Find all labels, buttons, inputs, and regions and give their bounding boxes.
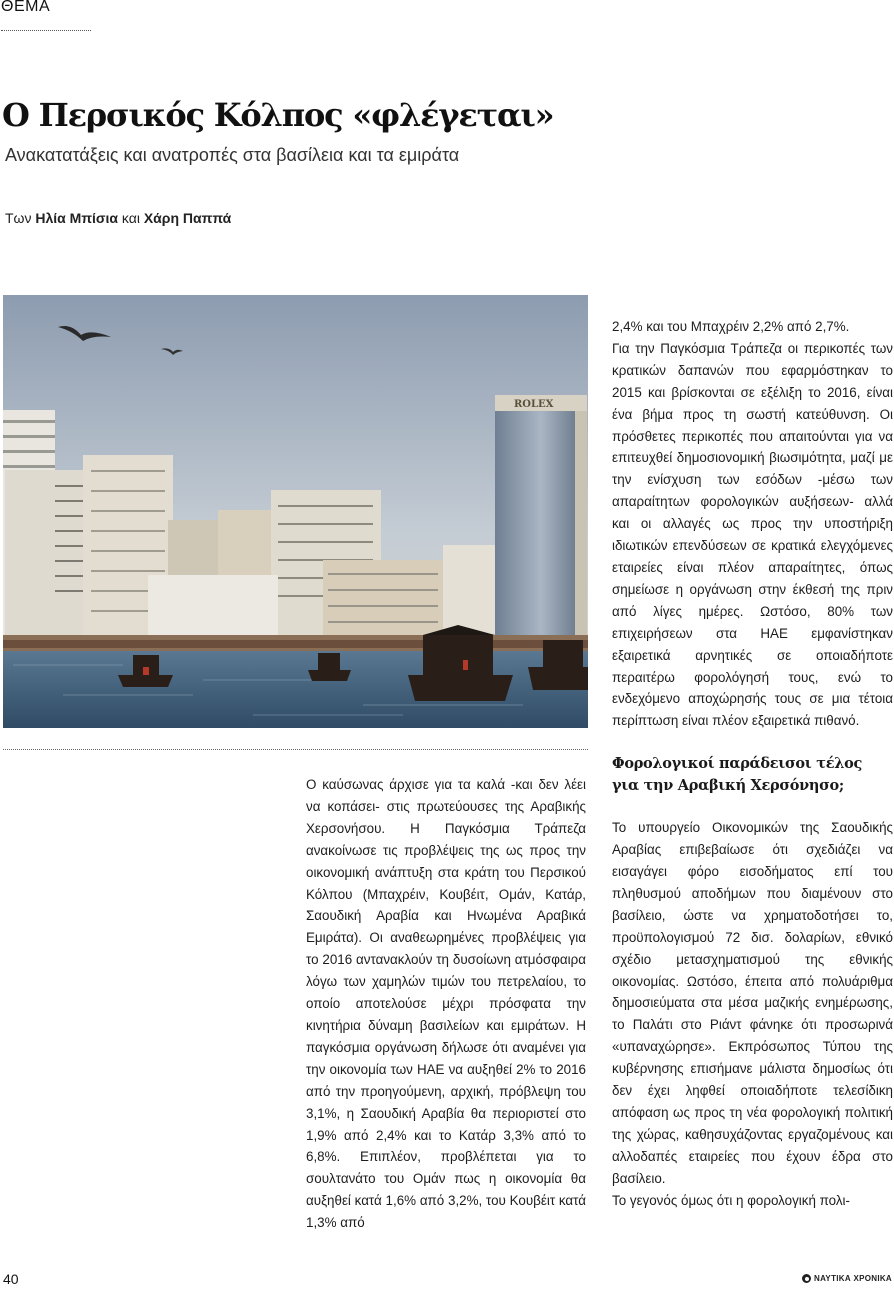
building-sign: ROLEX bbox=[514, 399, 554, 410]
article-paragraph: Για την Παγκόσμια Τράπεζα οι περικοπές των κρατικών δαπανών που εφαρμόστηκαν το 2015 και βρίσκονται σε εξέλιξη το 2016, είναι ένα βήμα προς τη σωστή κατεύθυνση. Οι πρόσθετες περικοπές που απαιτούνται για να επιτευχθεί δημοσιονομική βιωσιμότητα, μαζί με την ενίσχυση των εσόδων -μέσω των απαραίτητων φορολογικών αυξήσεων- αλλά και οι αλλαγές ως προς την υποστήριξη ιδιωτικών επενδύσεων σε κρατικά ελεγχόμενες εταιρείες είναι πλέον απαραίτητες, όπως σημείωσε η οργάνωση στην έκθεσή της πριν από λίγες ημέρες. Ωστόσο, 80% των επιχειρήσεων στα ΗΑΕ εμφανίστηκαν εξαιρετικά αρνητικές σε οποιαδήποτε περαιτέρω φορολόγησή τους, ενώ το ενδεχόμενο αποχώρησής τους σε μια τέτοια περίπτωση είναι πλέον εξαιρετικά πιθανό. bbox=[612, 340, 893, 729]
author-name: Χάρη Παππά bbox=[143, 210, 232, 226]
article-photo bbox=[3, 295, 588, 728]
magazine-name: ΝΑΥΤΙΚΑ ΧΡΟΝΙΚΑ bbox=[814, 1274, 892, 1283]
magazine-logo-icon bbox=[802, 1274, 811, 1283]
photo-divider bbox=[3, 749, 588, 750]
page-number: 40 bbox=[3, 1271, 19, 1287]
article-title: Ο Περσικός Κόλπος «φλέγεται» bbox=[2, 96, 554, 134]
byline bbox=[5, 210, 231, 226]
byline-prefix: Των bbox=[5, 210, 32, 226]
rolex-tower bbox=[495, 395, 587, 655]
article-paragraph: Το γεγονός όμως ότι η φορολογική πολι- bbox=[612, 1192, 850, 1208]
byline-conjunction: και bbox=[121, 210, 140, 226]
article-column-right bbox=[612, 316, 893, 1212]
section-subheading: Φορολογικοί παράδεισοι τέλος για την Αραβική Χερσόνησο; bbox=[612, 755, 862, 795]
article-subtitle: Ανακατατάξεις και ανατροπές στα βασίλεια και τα εμιράτα bbox=[5, 145, 460, 165]
section-label: ΘΕΜΑ bbox=[1, 0, 51, 15]
article-paragraph: 2,4% και του Μπαχρέιν 2,2% από 2,7%. bbox=[612, 319, 850, 334]
author-name: Ηλία Μπίσια bbox=[35, 210, 119, 226]
magazine-footer bbox=[802, 1274, 892, 1283]
article-column-left bbox=[306, 774, 586, 1234]
article-paragraph: Ο καύσωνας άρχισε για τα καλά -και δεν λέει να κοπάσει- στις πρωτεύουσες της Αραβικής Χερσονήσου. Η Παγκόσμια Τράπεζα ανακοίνωσε τις προβλέψεις της ως προς την οικονομική ανάπτυξη στα κράτη του Περσικού Κόλπου (Μπαχρέιν, Κουβέιτ, Ομάν, Κατάρ, Σαουδική Αραβία και Ηνωμένα Αραβικά Εμιράτα). Οι αναθεωρημένες προβλέψεις για το 2016 αντανακλούν τη δυσοίωνη ατμόσφαιρα λόγω των χαμηλών τιμών του πετρελαίου, το οποίο αποτελούσε μέχρι πρόσφατα την κινητήρια δύναμη βασιλείων και εμιράτων. Η παγκόσμια οργάνωση δήλωσε ότι αναμένει για την οικονομία των ΗΑΕ να αυξηθεί 2% το 2016 από την προηγούμενη, αρχική, πρόβλεψη του 3,1%, η Σαουδική Αραβία θα περιοριστεί στο 1,9% από 2,4% και το Κατάρ 3,3% από το 6,8%. Επιπλέον, προβλέπεται για το σουλτανάτο του Ομάν πως η οικονομία θα αυξηθεί κατά 1,6% από 3,2%, του Κουβέιτ κατά 1,3% από bbox=[306, 777, 586, 1231]
section-divider bbox=[1, 30, 91, 31]
article-paragraph: Το υπουργείο Οικονομικών της Σαουδικής Αραβίας επιβεβαίωσε ότι σχεδιάζει να εισαγάγει φόρο εισοδήματος επί του πληθυσμού αποδήμων που διαμένουν στο βασίλειο, ώστε να χρηματοδοτήσει το, προϋπολογισμού 72 δισ. δολαρίων, εθνικό σχέδιο μετασχηματισμού της εθνικής οικονομίας. Ωστόσο, έπειτα από πολυάριθμα δημοσιεύματα στα μέσα μαζικής ενημέρωσης, το Παλάτι στο Ριάντ φάνηκε ότι προσωρινά «υπαναχώρησε». Εκπρόσωπος Τύπου της κυβέρνησης επισήμανε μάλιστα δημοσίως ότι δεν έχει ληφθεί οποιαδήποτε τελεσίδικη απόφαση ως προς τη νέα φορολογική πολιτική της χώρας, καθησυχάζοντας εργαζομένους και αλλοδαπές εταιρείες που έχουν έδρα στο βασίλειο. bbox=[612, 820, 893, 1186]
